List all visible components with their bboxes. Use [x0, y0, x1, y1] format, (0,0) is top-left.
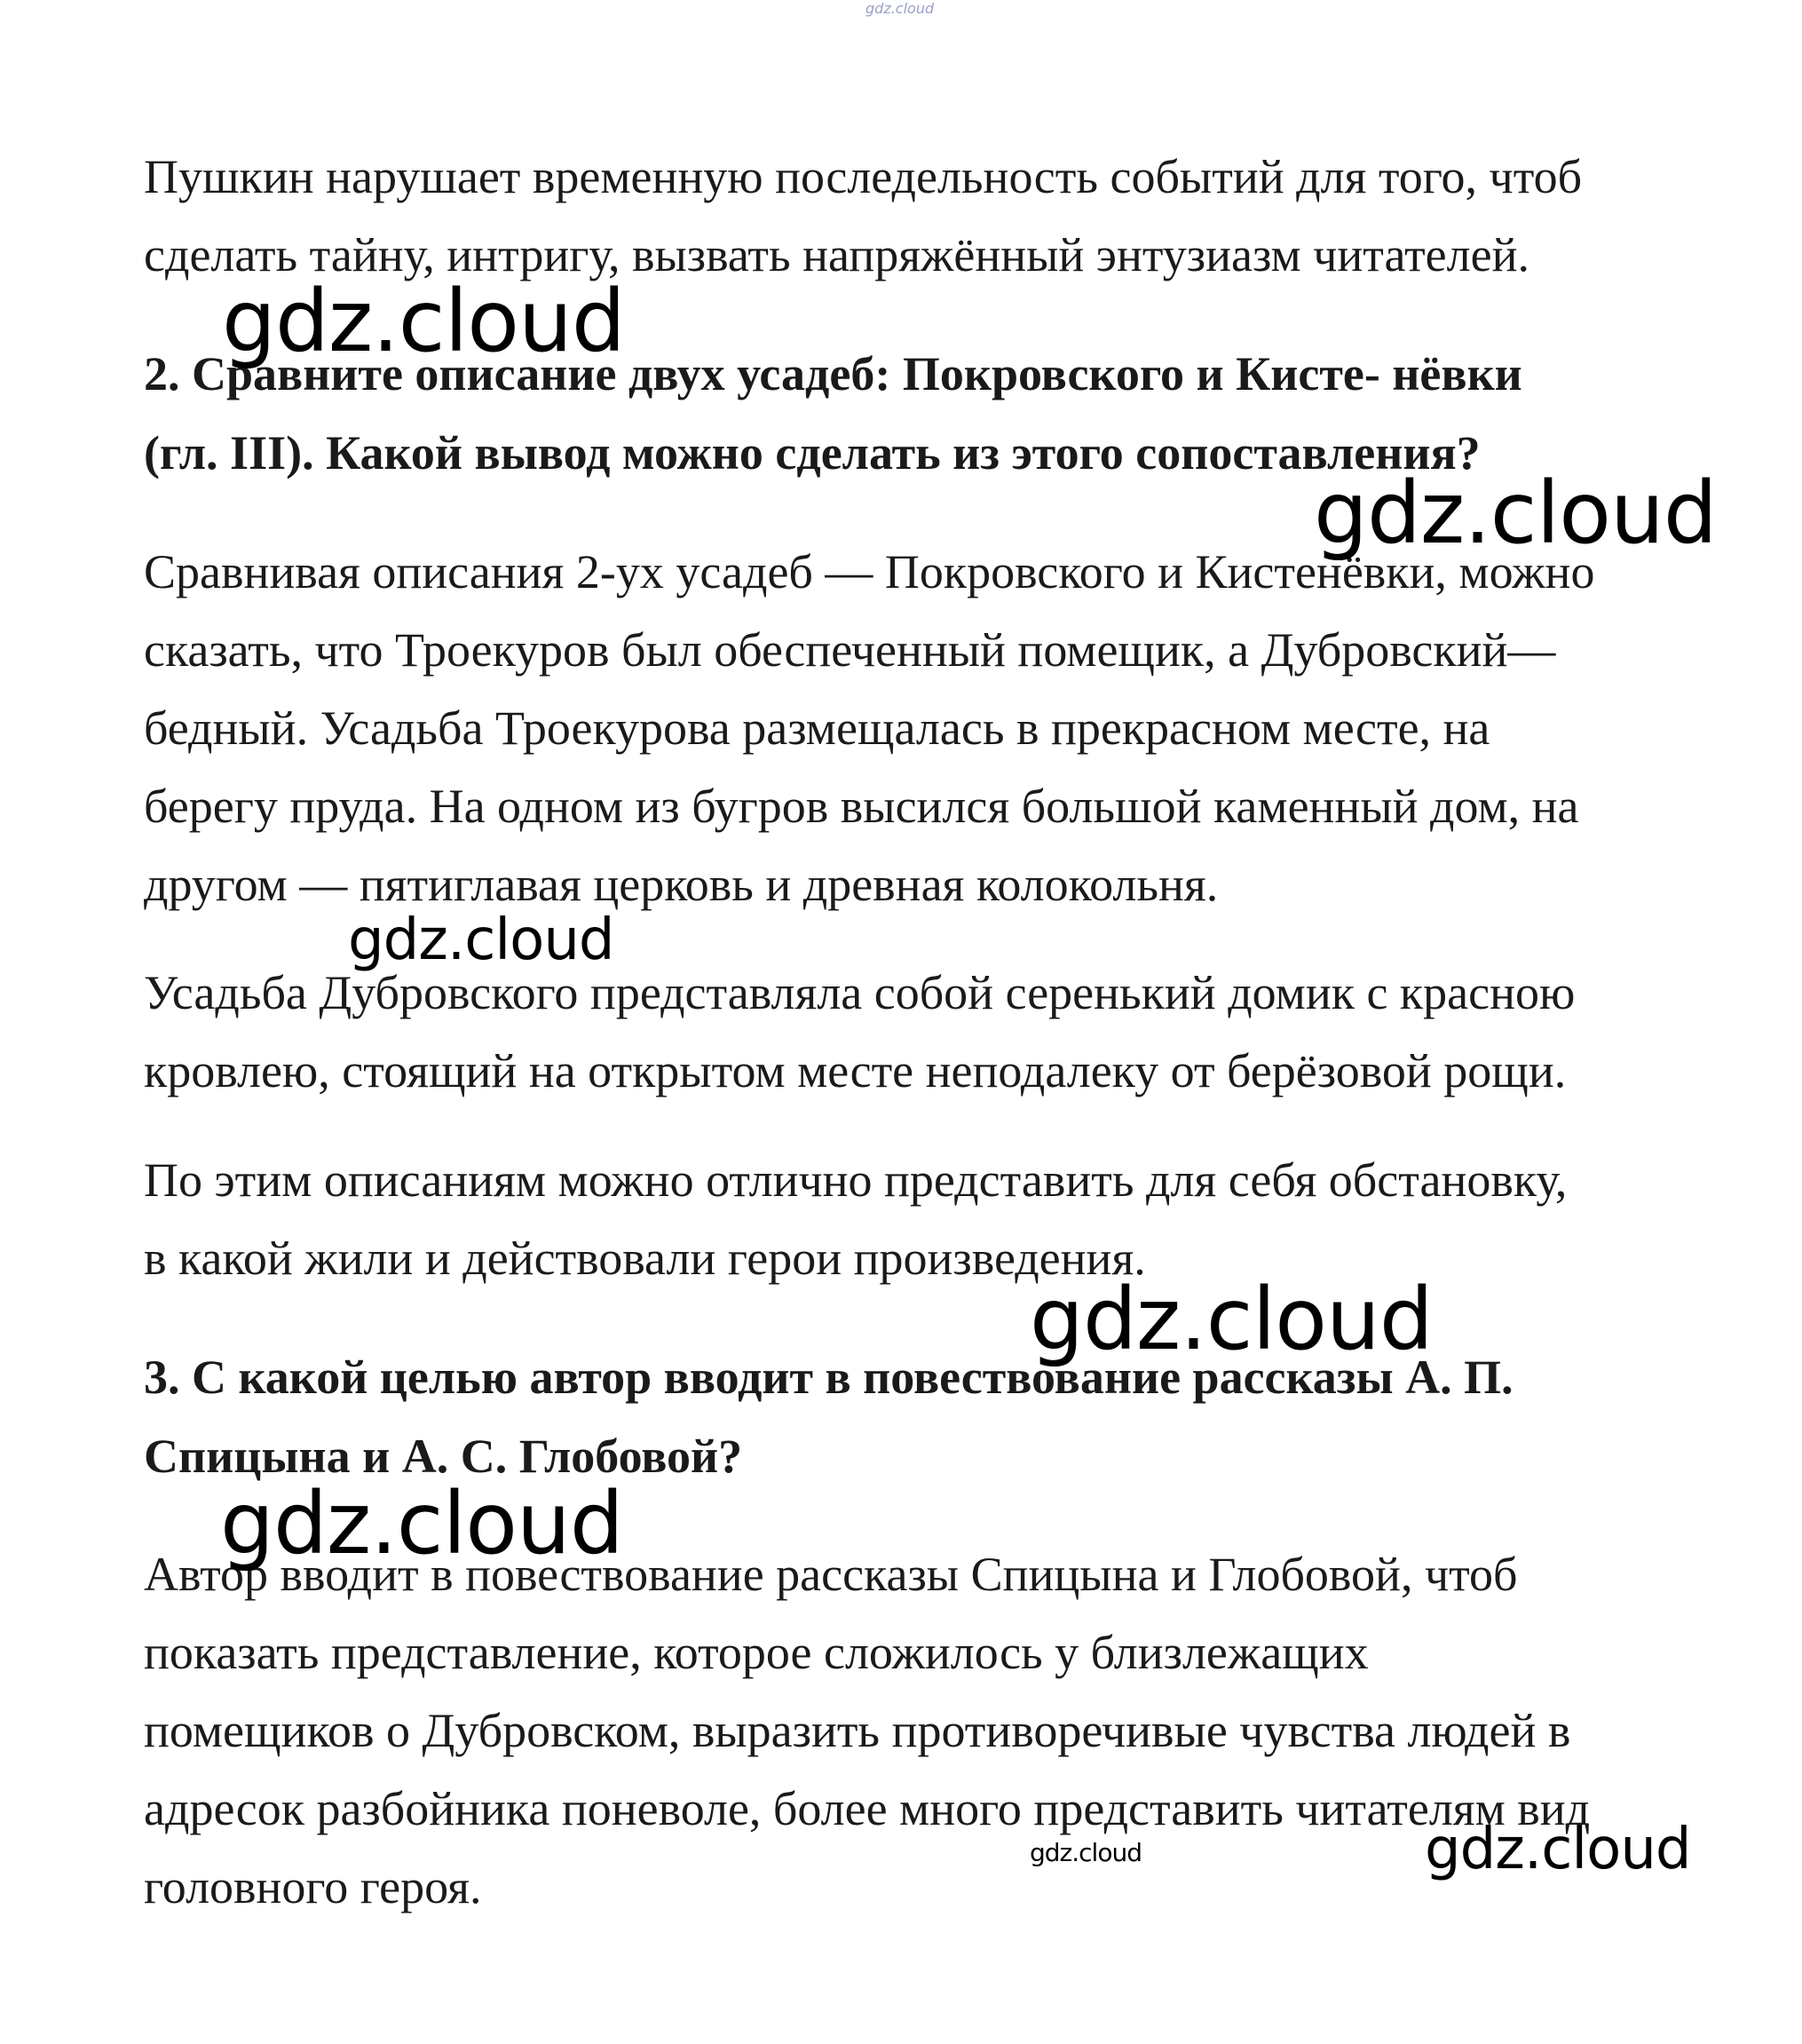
watermark: gdz.cloud	[1425, 1817, 1691, 1882]
watermark: gdz.cloud	[222, 272, 625, 371]
text-line: Пушкин нарушает временную последельность событий для того, чтоб	[144, 150, 1583, 203]
text-line: По этим описаниям можно отлично представить для себя обстановку,	[144, 1153, 1568, 1207]
text-line: помещиков о Дубровском, выразить противоречивые чувства людей в	[144, 1704, 1571, 1757]
text-line: сделать тайну, интригу, вызвать напряжённый энтузиазм читателей.	[144, 228, 1529, 281]
text-line: адресок разбойника поневоле, более много представить читателям вид	[144, 1782, 1591, 1835]
text-line: бедный. Усадьба Троекурова размещалась в прекрасном месте, на	[144, 701, 1490, 755]
text-line: другом — пятиглавая церковь и древная колокольня.	[144, 858, 1219, 911]
text-line: кровлею, стоящий на открытом месте неподалеку от берёзовой рощи.	[144, 1044, 1567, 1097]
watermark: gdz.cloud	[865, 0, 935, 17]
text-line: сказать, что Троекуров был обеспеченный помещик, а Дубровский—	[144, 623, 1556, 677]
question-line: 3. С какой целью автор вводит в повествование рассказы А. П.	[144, 1351, 1514, 1404]
question-line: 2. Сравните описание двух усадеб: Покровского и Кисте- нёвки	[144, 347, 1522, 400]
watermark: gdz.cloud	[1314, 463, 1717, 563]
text-line: показать представление, которое сложилось у близлежащих	[144, 1626, 1369, 1679]
text-line: Сравнивая описания 2-ух усадеб — Покровского и Кистенёвки, можно	[144, 545, 1595, 598]
question-line: (гл. III). Какой вывод можно сделать из этого сопоставления?	[144, 426, 1481, 479]
watermark: gdz.cloud	[220, 1474, 623, 1573]
watermark: gdz.cloud	[1030, 1838, 1142, 1867]
question-line: Спицына и А. С. Глобовой?	[144, 1430, 743, 1483]
text-line: Усадьба Дубровского представляла собой серенький домик с красною	[144, 966, 1576, 1019]
text-line: в какой жили и действовали герои произведения.	[144, 1232, 1146, 1285]
text-line: берегу пруда. На одном из бугров высился большой каменный дом, на	[144, 780, 1579, 833]
watermark: gdz.cloud	[348, 907, 614, 973]
text-line: Автор вводит в повествование рассказы Спицына и Глобовой, чтоб	[144, 1548, 1518, 1601]
watermark: gdz.cloud	[1030, 1270, 1433, 1369]
text-line: головного героя.	[144, 1860, 482, 1913]
